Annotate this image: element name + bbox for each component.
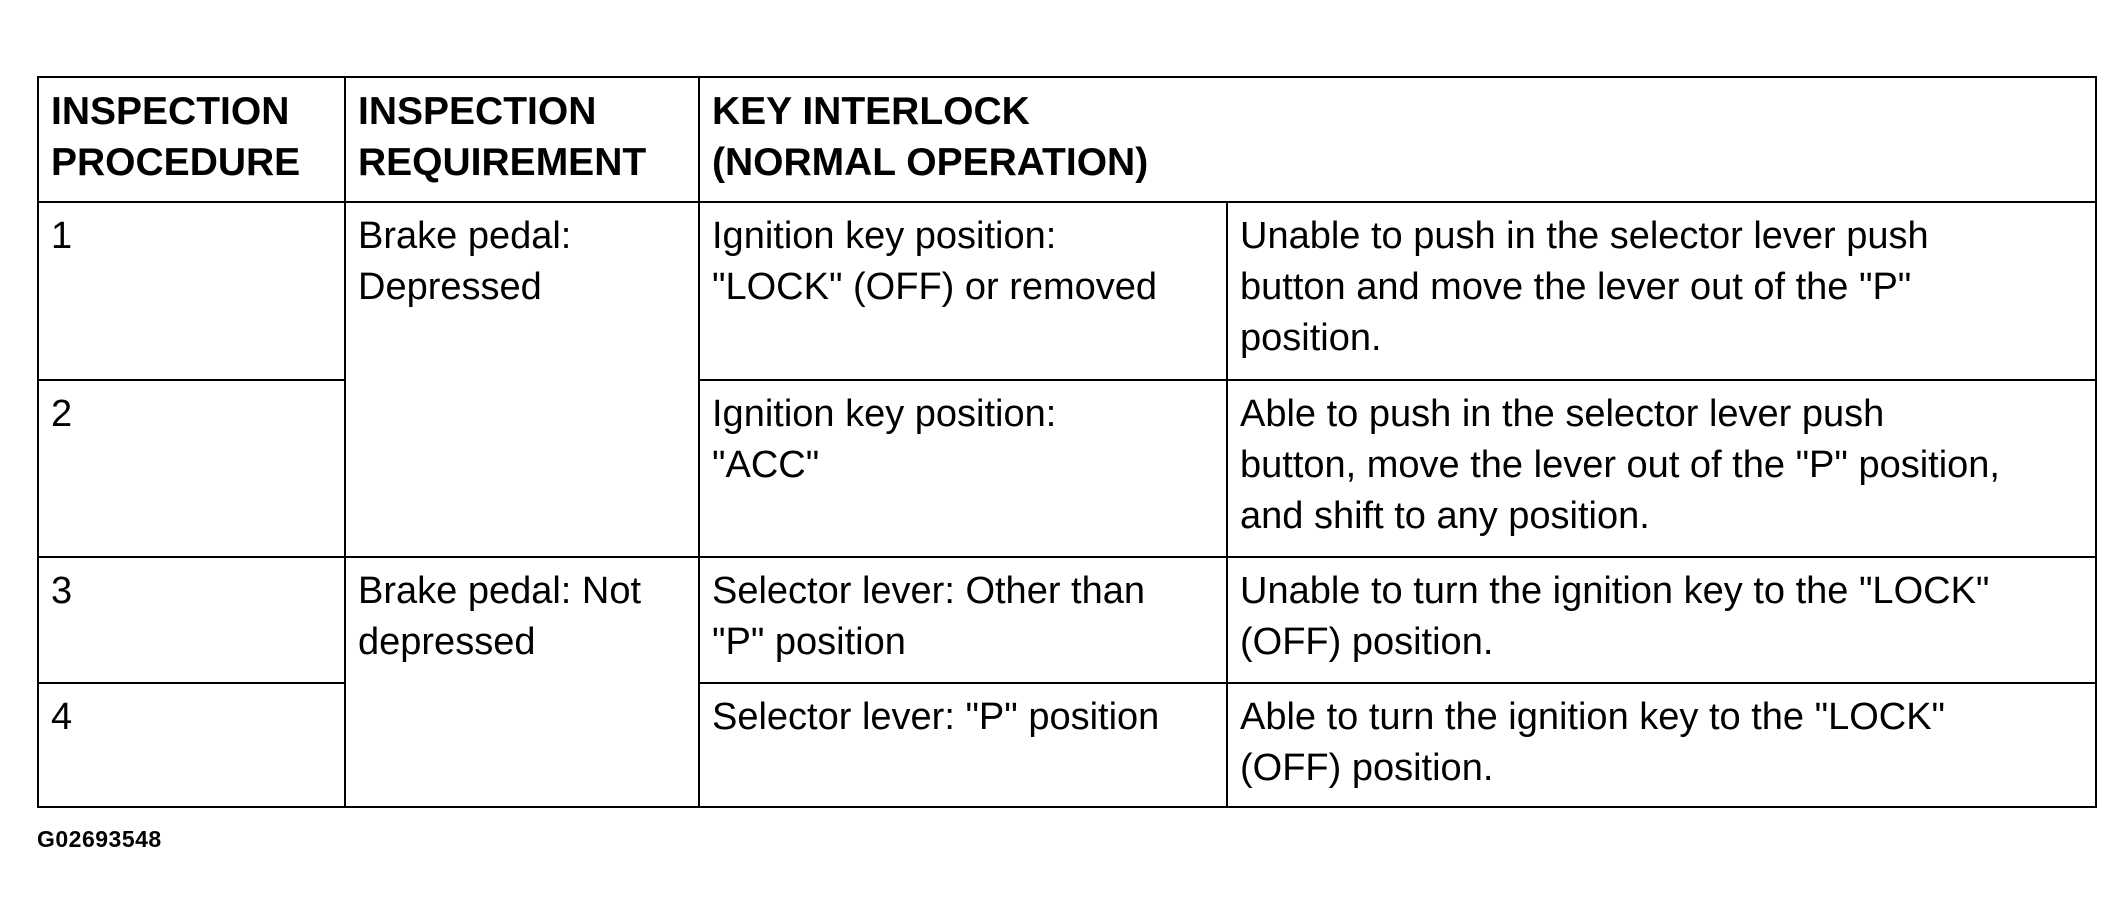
- condition-cell: Selector lever: Other than "P" position: [699, 557, 1227, 683]
- condition-cell: Ignition key position: "ACC": [699, 380, 1227, 557]
- condition-cell: Ignition key position: "LOCK" (OFF) or removed: [699, 202, 1227, 380]
- requirement-cell: Brake pedal: Depressed: [345, 202, 699, 557]
- result-cell: Unable to push in the selector lever push button and move the lever out of the "P" position.: [1227, 202, 2096, 380]
- table-header-row: [38, 77, 2096, 202]
- result-cell: Able to push in the selector lever push button, move the lever out of the "P" position, and shift to any position.: [1227, 380, 2096, 557]
- procedure-number-cell: 3: [38, 557, 345, 683]
- header-inspection-requirement: INSPECTION REQUIREMENT: [345, 77, 699, 202]
- result-cell: Able to turn the ignition key to the "LOCK" (OFF) position.: [1227, 683, 2096, 807]
- key-interlock-inspection-table: [37, 76, 2097, 808]
- procedure-number-cell: 2: [38, 380, 345, 557]
- result-cell: Unable to turn the ignition key to the "LOCK" (OFF) position.: [1227, 557, 2096, 683]
- table-row: [38, 557, 2096, 683]
- figure-id-label: G02693548: [37, 826, 162, 852]
- condition-cell: Selector lever: "P" position: [699, 683, 1227, 807]
- header-key-interlock: KEY INTERLOCK (NORMAL OPERATION): [699, 77, 2096, 202]
- table-row: [38, 202, 2096, 380]
- procedure-number-cell: 1: [38, 202, 345, 380]
- procedure-number-cell: 4: [38, 683, 345, 807]
- requirement-cell: Brake pedal: Not depressed: [345, 557, 699, 807]
- header-inspection-procedure: INSPECTION PROCEDURE: [38, 77, 345, 202]
